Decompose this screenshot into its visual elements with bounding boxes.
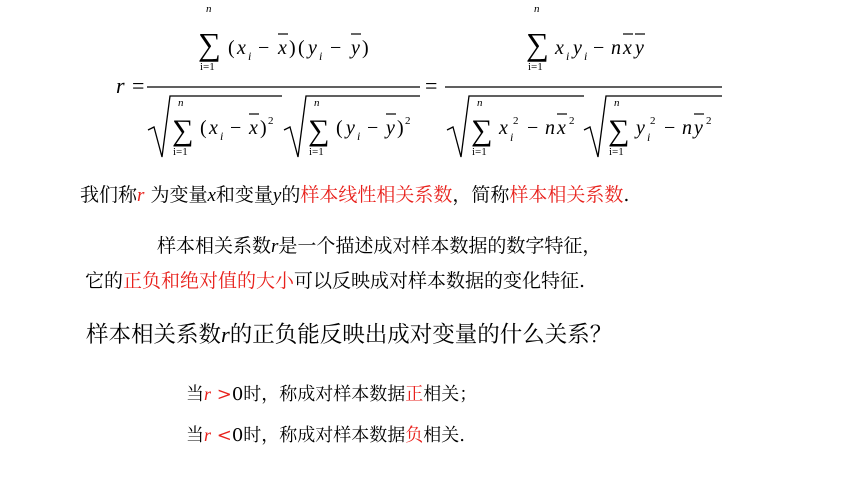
highlight-term: 正负和绝对值的大小 [123, 270, 295, 292]
sum-lower: i=1 [528, 61, 543, 73]
formula-equals-2: = [425, 73, 438, 98]
fraction-1-numerator [198, 3, 369, 73]
text: 的正负能反映出成对变量的什么关系？ [229, 322, 613, 348]
correlation-formula [0, 0, 860, 175]
square: 2 [569, 115, 575, 127]
rparen: ) [397, 117, 404, 139]
highlight-term: 负 [405, 425, 424, 446]
fraction-1-denominator [148, 96, 420, 158]
sum-sign: ∑ [198, 26, 221, 62]
rparen: ) [289, 37, 296, 59]
var-n: n [545, 117, 555, 139]
var-y-bar: y [386, 117, 395, 139]
sum-sign: ∑ [308, 114, 330, 147]
highlight-term: 样本线性相关系数 [300, 184, 453, 206]
var-r: r [137, 185, 145, 206]
negative-correlation-line [186, 421, 465, 447]
var-x: x [207, 185, 216, 206]
description-line-2 [85, 266, 585, 293]
text: 和变量 [215, 184, 273, 206]
sub-i: i [220, 129, 224, 143]
minus: − [330, 37, 342, 59]
sum-sign: ∑ [172, 114, 194, 147]
minus: − [593, 37, 605, 59]
sum-lower: i=1 [609, 146, 624, 158]
minus: − [258, 37, 270, 59]
minus: − [527, 117, 539, 139]
text: 当 [186, 425, 204, 446]
square: 2 [650, 115, 656, 127]
var-n: n [611, 37, 621, 59]
square: 2 [513, 115, 519, 127]
rparen: ) [260, 117, 267, 139]
sum-upper: n [477, 97, 483, 109]
var-y: y [272, 185, 282, 206]
greater-than: > [211, 384, 232, 405]
sum-upper: n [178, 97, 184, 109]
lparen: ( [228, 37, 235, 59]
var-r: r [204, 425, 212, 445]
sum-upper: n [314, 97, 320, 109]
definition-line [80, 180, 629, 207]
lparen: ( [200, 117, 207, 139]
var-y: y [346, 117, 355, 139]
var-x: x [499, 117, 508, 139]
text: 相关. [423, 425, 466, 446]
square: 2 [405, 115, 411, 127]
highlight-term: 正 [405, 384, 424, 405]
var-y-bar: y [351, 37, 360, 59]
text: 我们称 [80, 184, 138, 206]
text: 的 [281, 184, 301, 206]
text: ，简称 [452, 184, 510, 206]
var-x: x [209, 117, 218, 139]
sub-i: i [566, 49, 570, 63]
square: 2 [706, 115, 712, 127]
minus: − [664, 117, 676, 139]
var-n: n [682, 117, 692, 139]
sub-i: i [647, 130, 651, 144]
sum-lower: i=1 [309, 146, 324, 158]
question-line [86, 317, 612, 349]
text: 为变量 [144, 184, 208, 206]
var-y-bar: y [635, 37, 644, 59]
square: 2 [268, 115, 274, 127]
description-line-1 [157, 231, 601, 258]
formula-lhs: r [116, 73, 125, 98]
sum-upper: n [534, 3, 540, 15]
positive-correlation-line [186, 380, 477, 406]
var-r: r [204, 384, 212, 404]
var-y: y [308, 37, 317, 59]
sub-i: i [584, 49, 588, 63]
text: . [623, 184, 630, 206]
var-x-bar: x [278, 37, 287, 59]
text: 它的 [85, 270, 124, 292]
sum-lower: i=1 [173, 146, 188, 158]
sum-lower: i=1 [200, 61, 215, 73]
minus: − [367, 117, 379, 139]
minus: − [230, 117, 242, 139]
highlight-term: 样本相关系数 [509, 184, 624, 206]
text: 样本相关系数 [157, 235, 272, 257]
text: 0时，称成对样本数据 [231, 384, 406, 405]
var-y-bar: y [694, 117, 703, 139]
var-x: x [237, 37, 246, 59]
sub-i: i [357, 129, 361, 143]
var-r: r [221, 322, 230, 347]
text: 当 [186, 384, 204, 405]
sum-upper: n [614, 97, 620, 109]
text: 样本相关系数 [86, 322, 222, 348]
less-than: < [211, 425, 232, 446]
sub-i: i [248, 49, 252, 63]
var-x: x [555, 37, 564, 59]
var-r: r [271, 236, 279, 257]
rparen: ) [362, 37, 369, 59]
sum-sign: ∑ [608, 114, 630, 147]
fraction-2-numerator [526, 3, 645, 73]
var-x-bar: x [557, 117, 566, 139]
sum-upper: n [206, 3, 212, 15]
sum-sign: ∑ [526, 26, 549, 62]
var-y: y [573, 37, 582, 59]
text: 可以反映成对样本数据的变化特征. [294, 270, 586, 292]
var-x-bar: x [623, 37, 632, 59]
formula-equals-1: = [132, 73, 145, 98]
fraction-2-denominator [447, 96, 722, 158]
text: 相关； [423, 384, 478, 405]
sum-sign: ∑ [471, 114, 493, 147]
lparen: ( [336, 117, 343, 139]
text: 0时，称成对样本数据 [231, 425, 406, 446]
sum-lower: i=1 [472, 146, 487, 158]
sub-i: i [510, 130, 514, 144]
sub-i: i [319, 49, 323, 63]
lparen: ( [298, 37, 305, 59]
text: 是一个描述成对样本数据的数字特征， [278, 235, 602, 257]
var-y: y [636, 117, 645, 139]
var-x-bar: x [249, 117, 258, 139]
